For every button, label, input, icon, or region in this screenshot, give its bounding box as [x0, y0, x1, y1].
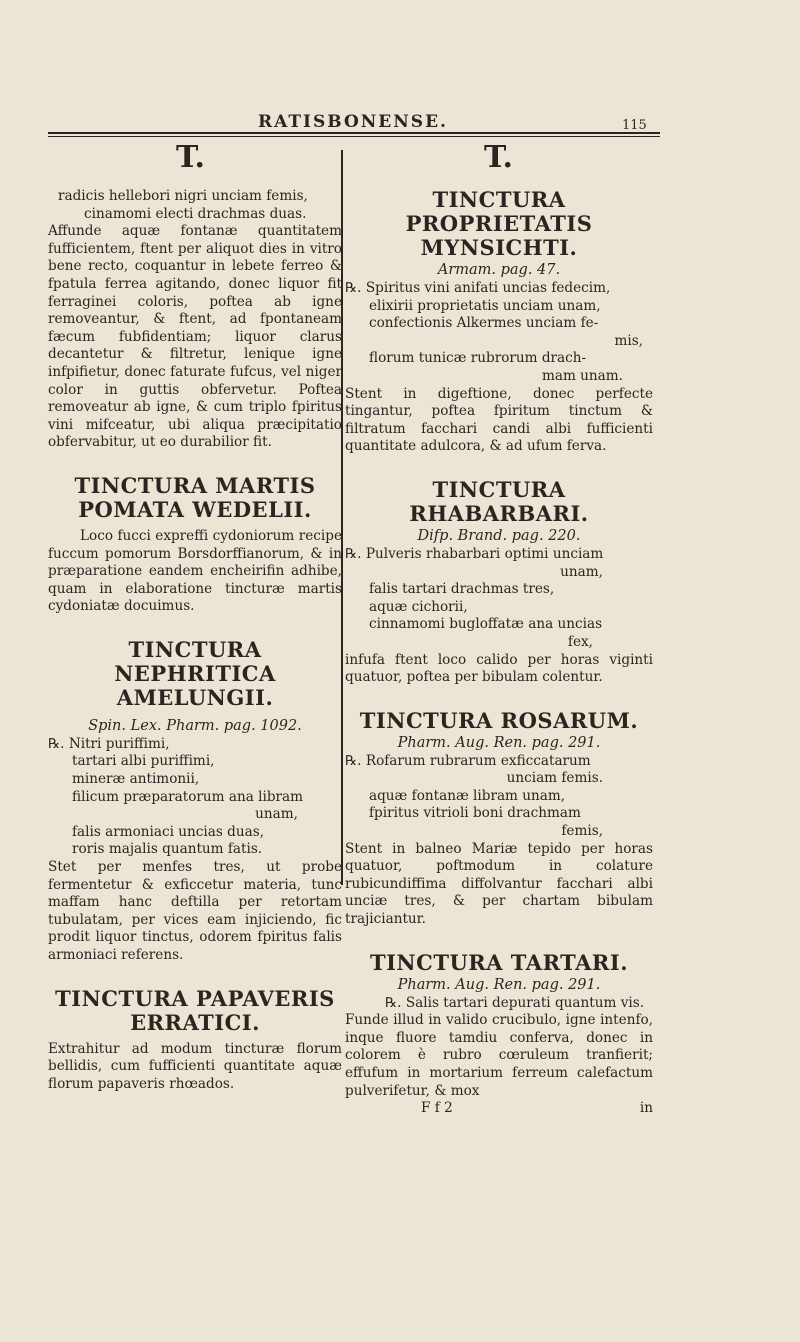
paragraph-tinctura-rosarum: Stent in balneo Mariæ tepido per horas quatuor, poftmodum in colature rubicundiffima diffolvantur facchari albi unciæ tres, & per chartam bibulam trajiciantur.: [345, 840, 653, 928]
recipe-tinctura-rosarum: [345, 753, 653, 841]
recipe-line: filicum præparatorum ana libram: [72, 788, 304, 805]
recipe-line: femis,: [561, 823, 603, 840]
recipe-line: fex,: [567, 633, 593, 650]
header-rule-bottom: [48, 136, 660, 137]
recipe-line: ℞. Spiritus vini anifati uncias fedecim,: [345, 280, 611, 296]
recipe-line: aquæ fontanæ libram unam,: [369, 787, 566, 804]
recipe-tinctura-tartari: ℞. Salis tartari depurati quantum vis.: [385, 994, 645, 1011]
heading-tinctura-rhabarbari: TINCTURA RHABARBARI.: [409, 476, 589, 526]
recipe-line: ℞. Nitri puriffimi,: [48, 735, 170, 752]
catchword: in: [639, 1100, 653, 1117]
heading-tinctura-proprietatis: TINCTURA PROPRIETATIS MYNSICHTI.: [405, 187, 593, 260]
paragraph-tinctura-proprietatis: Stent in digeftione, donec perfecte tingantur, poftea fpiritum tinctum & filtratum facchari candi albi fufficienti quantitate adulcora, & ad ufum ferva.: [345, 385, 653, 455]
recipe-line: mineræ antimonii,: [72, 771, 200, 788]
page-footer: [345, 1100, 653, 1118]
running-title: RATISBONENSE.: [258, 112, 448, 132]
paragraph-tinctura-rhabarbari: infufa ftent loco calido per horas viginti quatuor, poftea per bibulam colentur.: [345, 651, 653, 686]
recipe-line: falis armoniaci uncias duas,: [72, 823, 265, 840]
recipe-line: fpiritus vitrioli boni drachmam: [369, 805, 581, 822]
recipe-line: roris majalis quantum fatis.: [72, 841, 263, 858]
left-column-letter: T.: [176, 140, 205, 175]
recipe-line: mam unam.: [541, 367, 623, 384]
recipe-line: ℞. Rofarum rubrarum exficcatarum: [345, 752, 591, 769]
heading-tinctura-tartari: TINCTURA TARTARI.: [369, 949, 629, 975]
signature-mark: F f 2: [421, 1100, 453, 1117]
reference-tinctura-rhabarbari: Difp. Brand. pag. 220.: [417, 527, 581, 544]
recipe-line: ℞. Pulveris rhabarbari optimi unciam: [345, 545, 604, 562]
recipe-line: unciam femis.: [506, 770, 603, 787]
recipe-tinctura-rhabarbari: [345, 546, 653, 652]
reference-tinctura-proprietatis: Armam. pag. 47.: [437, 262, 561, 278]
right-column: [345, 188, 653, 1118]
intro-paragraph: Affunde aquæ fontanæ quantitatem fufficientem, ftent per aliquot dies in vitro bene recto, coquantur in lebete ferreo & fpatula ferrea agitando, donec liquor fit ferraginei coloris, poftea ab igne removeantur, & ftent, ad fpontaneam fæcum fubfidentiam; liquor clarus decantetur & filtretur, lenique igne infpifietur, donec faturate fufcus, vel niger color in guttis obfervetur. Poftea removeatur ab igne, & cum triplo fpiritus vini mifceatur, ubi aliqua præcipitatio obfervabitur, ut eo durabilior fit.: [48, 223, 342, 451]
recipe-tinctura-nephritica: [48, 736, 342, 859]
page-number: 115: [622, 118, 647, 133]
paragraph-tinctura-martis: Loco fucci expreffi cydoniorum recipe fuccum pomorum Borsdorffianorum, & in præparatione eandem encheirifin adhibe, quam in elaboratione tincturæ martis cydoniatæ docuimus.: [48, 527, 342, 615]
recipe-line: cinnamomi bugloffatæ ana uncias: [369, 616, 603, 633]
reference-tinctura-tartari: Pharm. Aug. Ren. pag. 291.: [397, 976, 601, 993]
recipe-line: aquæ cichorii,: [369, 598, 468, 615]
intro-line-1: radicis hellebori nigri unciam femis,: [58, 188, 308, 204]
heading-tinctura-nephritica: TINCTURA NEPHRITICA AMELUNGII.: [114, 636, 276, 710]
paragraph-tinctura-papaveris: Extrahitur ad modum tincturæ florum bellidis, cum fufficienti quantitate aquæ florum papaveris rhœados.: [48, 1040, 342, 1092]
reference-tinctura-rosarum: Pharm. Aug. Ren. pag. 291.: [397, 734, 601, 751]
recipe-tinctura-proprietatis: [345, 280, 653, 386]
heading-tinctura-rosarum: TINCTURA ROSARUM.: [359, 707, 639, 733]
recipe-line: unam,: [560, 563, 603, 580]
recipe-line: florum tunicæ rubrorum drach-: [369, 350, 587, 367]
paragraph-tinctura-tartari: Funde illud in valido crucibulo, igne intenfo, inque fluore tamdiu conferva, donec in colorem è rubro cœruleum tranfierit; effufum in mortarium ferreum calefactum pulverifetur, & mox: [345, 1012, 653, 1099]
left-column: [48, 188, 342, 1093]
recipe-line: mis,: [614, 332, 643, 349]
intro-line-2: cinamomi electi drachmas duas.: [84, 205, 307, 222]
header-rule-top: [48, 132, 660, 134]
paragraph-tinctura-nephritica: Stet per menfes tres, ut probe fermentetur & exficcetur materia, tunc maffam hanc deftilla per retortam tubulatam, per vices eam injiciendo, fic prodit liquor tinctus, odorem fpiritus falis armoniaci referens.: [48, 859, 342, 963]
heading-tinctura-martis: TINCTURA MARTIS POMATA WEDELII.: [74, 472, 316, 522]
recipe-line: falis tartari drachmas tres,: [369, 581, 555, 598]
recipe-line: confectionis Alkermes unciam fe-: [369, 315, 599, 332]
recipe-line: tartari albi puriffimi,: [72, 753, 215, 770]
recipe-line: elixirii proprietatis unciam unam,: [369, 297, 601, 314]
right-column-letter: T.: [484, 140, 513, 175]
reference-tinctura-nephritica: Spin. Lex. Pharm. pag. 1092.: [88, 717, 302, 734]
recipe-line: unam,: [255, 806, 298, 823]
heading-tinctura-papaveris: TINCTURA PAPAVERIS ERRATICI.: [55, 985, 335, 1035]
